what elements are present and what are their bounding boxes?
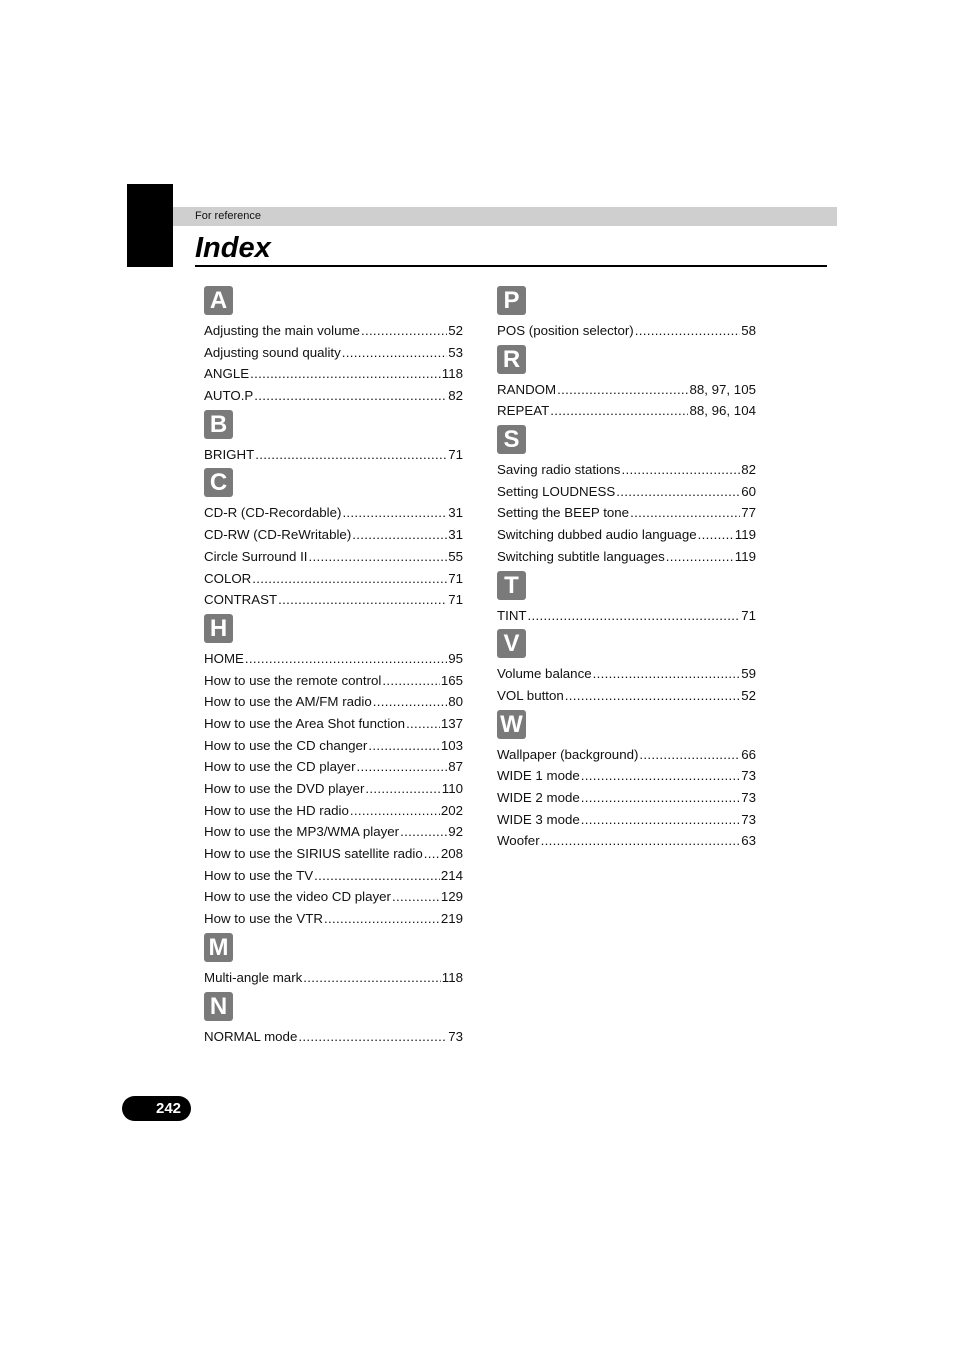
- dot-leader: [406, 713, 440, 735]
- index-entry: [204, 502, 463, 524]
- entry-page-number: 80: [448, 694, 463, 710]
- dot-leader: [252, 568, 447, 590]
- dot-leader: [350, 800, 440, 822]
- entry-label: Saving radio stations: [497, 462, 621, 478]
- dot-leader: [342, 502, 447, 524]
- page-number: 242: [155, 1100, 182, 1117]
- entry-page-number: 92: [448, 824, 463, 840]
- index-entry: [497, 546, 756, 568]
- section-letter-badge: H: [204, 614, 233, 643]
- entry-page-number: 53: [448, 344, 463, 360]
- entry-page-number: 87: [448, 759, 463, 775]
- index-entry: [204, 546, 463, 568]
- section-letter-badge: S: [497, 425, 526, 454]
- dot-leader: [565, 685, 740, 707]
- index-section-p: [497, 286, 756, 342]
- index-entry: [204, 865, 463, 887]
- entry-page-number: 82: [741, 462, 756, 478]
- entry-page-number: 60: [741, 483, 756, 499]
- index-entry-list: [204, 648, 463, 930]
- dot-leader: [368, 735, 439, 757]
- entry-label: BRIGHT: [204, 446, 255, 462]
- entry-label: How to use the HD radio: [204, 802, 349, 818]
- index-entry: [497, 524, 756, 546]
- entry-page-number: 88, 96, 104: [689, 403, 756, 419]
- section-letter-badge: W: [497, 710, 526, 739]
- dot-leader: [342, 342, 447, 364]
- entry-page-number: 202: [440, 802, 463, 818]
- entry-page-number: 71: [448, 570, 463, 586]
- index-entry: [497, 481, 756, 503]
- dot-leader: [666, 546, 734, 568]
- entry-label: How to use the remote control: [204, 672, 382, 688]
- chapter-tab-marker: [127, 184, 173, 267]
- index-entry: [204, 908, 463, 930]
- index-entry: [204, 713, 463, 735]
- section-letter-badge: A: [204, 286, 233, 315]
- entry-label: Circle Surround II: [204, 548, 308, 564]
- index-section-r: [497, 345, 756, 422]
- index-entry: [497, 502, 756, 524]
- index-entry: [204, 967, 463, 989]
- entry-label: Switching dubbed audio language: [497, 527, 697, 543]
- entry-page-number: 31: [448, 527, 463, 543]
- dot-leader: [392, 886, 440, 908]
- entry-page-number: 73: [741, 811, 756, 827]
- index-entry-list: [497, 744, 756, 852]
- dot-leader: [639, 744, 740, 766]
- entry-label: CD-R (CD-Recordable): [204, 505, 342, 521]
- entry-page-number: 165: [440, 672, 463, 688]
- entry-page-number: 137: [440, 715, 463, 731]
- entry-label: POS (position selector): [497, 323, 634, 338]
- entry-page-number: 77: [741, 505, 756, 521]
- index-entry: [497, 809, 756, 831]
- entry-label: Setting LOUDNESS: [497, 483, 616, 499]
- entry-label: Adjusting the main volume: [204, 323, 360, 338]
- index-entry: [204, 363, 463, 385]
- entry-page-number: 52: [741, 687, 756, 703]
- dot-leader: [581, 787, 740, 809]
- dot-leader: [550, 400, 688, 422]
- section-letter-badge: M: [204, 933, 233, 962]
- index-entry: [204, 843, 463, 865]
- dot-leader: [635, 320, 740, 342]
- entry-label: ANGLE: [204, 366, 250, 382]
- dot-leader: [250, 363, 441, 385]
- entry-page-number: 71: [741, 607, 756, 623]
- index-entry: [497, 744, 756, 766]
- entry-label: Woofer: [497, 833, 540, 849]
- index-section-m: [204, 933, 463, 989]
- dot-leader: [630, 502, 740, 524]
- index-entry: [204, 648, 463, 670]
- entry-page-number: 95: [448, 650, 463, 666]
- title-underline: [195, 265, 827, 267]
- dot-leader: [616, 481, 740, 503]
- dot-leader: [365, 778, 440, 800]
- index-entry-list: [204, 502, 463, 610]
- entry-page-number: 31: [448, 505, 463, 521]
- index-entry: [204, 735, 463, 757]
- entry-page-number: 73: [741, 789, 756, 805]
- index-entry: [497, 663, 756, 685]
- section-letter-badge: N: [204, 992, 233, 1021]
- dot-leader: [621, 459, 740, 481]
- entry-label: How to use the SIRIUS satellite radio: [204, 846, 423, 862]
- index-section-n: [204, 992, 463, 1048]
- index-column-right: [497, 286, 756, 852]
- page-title: Index: [195, 232, 271, 264]
- index-entry: [204, 756, 463, 778]
- index-section-s: [497, 425, 756, 567]
- dot-leader: [357, 756, 448, 778]
- index-entry: [497, 459, 756, 481]
- entry-label: Wallpaper (background): [497, 746, 639, 762]
- dot-leader: [308, 546, 447, 568]
- entry-label: REPEAT: [497, 403, 550, 419]
- entry-page-number: 63: [741, 833, 756, 849]
- entry-page-number: 73: [741, 768, 756, 784]
- section-letter-badge: R: [497, 345, 526, 374]
- entry-page-number: 52: [448, 323, 463, 338]
- entry-label: How to use the DVD player: [204, 781, 365, 796]
- index-entry-list: [497, 459, 756, 567]
- index-entry: [204, 444, 463, 466]
- index-entry-list: [204, 967, 463, 989]
- dot-leader: [361, 320, 447, 342]
- index-section-t: [497, 571, 756, 627]
- dot-leader: [303, 967, 441, 989]
- index-entry-list: [204, 320, 463, 407]
- entry-label: How to use the TV: [204, 867, 314, 883]
- entry-label: COLOR: [204, 570, 252, 586]
- entry-label: CD-RW (CD-ReWritable): [204, 527, 352, 543]
- entry-page-number: 119: [734, 548, 756, 564]
- dot-leader: [324, 908, 440, 930]
- dot-leader: [298, 1026, 447, 1048]
- index-entry-list: [497, 320, 756, 342]
- index-entry: [497, 830, 756, 852]
- section-letter-badge: T: [497, 571, 526, 600]
- entry-page-number: 82: [448, 388, 463, 404]
- index-entry-list: [204, 444, 463, 466]
- dot-leader: [255, 444, 447, 466]
- entry-page-number: 110: [441, 781, 463, 796]
- dot-leader: [373, 691, 447, 713]
- entry-page-number: 118: [441, 969, 463, 985]
- index-section-a: [204, 286, 463, 407]
- section-letter-badge: V: [497, 629, 526, 658]
- entry-page-number: 71: [448, 592, 463, 608]
- entry-label: WIDE 3 mode: [497, 811, 580, 827]
- index-column-left: [204, 286, 463, 1047]
- index-entry-list: [497, 663, 756, 706]
- index-entry: [497, 605, 756, 627]
- entry-page-number: 71: [448, 446, 463, 462]
- entry-page-number: 66: [741, 746, 756, 762]
- index-entry: [497, 685, 756, 707]
- entry-label: Volume balance: [497, 666, 592, 682]
- dot-leader: [278, 589, 447, 611]
- dot-leader: [541, 830, 741, 852]
- index-section-h: [204, 614, 463, 930]
- index-entry: [497, 765, 756, 787]
- index-entry: [497, 379, 756, 401]
- index-entry: [204, 691, 463, 713]
- entry-page-number: 129: [440, 889, 463, 905]
- entry-page-number: 59: [741, 666, 756, 682]
- index-entry: [497, 320, 756, 342]
- dot-leader: [698, 524, 734, 546]
- index-entry: [497, 400, 756, 422]
- index-entry: [204, 320, 463, 342]
- section-label: For reference: [195, 210, 262, 222]
- dot-leader: [581, 809, 740, 831]
- index-entry: [204, 778, 463, 800]
- entry-page-number: 73: [448, 1028, 463, 1044]
- index-entry: [204, 1026, 463, 1048]
- index-section-w: [497, 710, 756, 852]
- index-entry: [204, 670, 463, 692]
- entry-page-number: 219: [440, 911, 463, 927]
- dot-leader: [557, 379, 688, 401]
- entry-label: Setting the BEEP tone: [497, 505, 630, 521]
- entry-label: VOL button: [497, 687, 564, 703]
- index-entry-list: [204, 1026, 463, 1048]
- entry-label: How to use the CD changer: [204, 737, 368, 753]
- entry-label: TINT: [497, 607, 527, 623]
- section-header-bar: [173, 207, 837, 226]
- index-entry: [204, 800, 463, 822]
- entry-page-number: 58: [741, 323, 756, 338]
- index-entry: [497, 787, 756, 809]
- index-entry: [204, 342, 463, 364]
- entry-label: WIDE 1 mode: [497, 768, 580, 784]
- entry-page-number: 118: [441, 366, 463, 382]
- index-entry: [204, 886, 463, 908]
- dot-leader: [528, 605, 741, 627]
- index-entry: [204, 589, 463, 611]
- index-section-c: [204, 468, 463, 610]
- entry-label: How to use the video CD player: [204, 889, 391, 905]
- entry-label: How to use the CD player: [204, 759, 356, 775]
- entry-page-number: 119: [734, 527, 756, 543]
- entry-page-number: 214: [440, 867, 463, 883]
- dot-leader: [314, 865, 440, 887]
- dot-leader: [352, 524, 447, 546]
- entry-label: Multi-angle mark: [204, 969, 303, 985]
- entry-label: Switching subtitle languages: [497, 548, 665, 564]
- entry-page-number: 103: [440, 737, 463, 753]
- index-entry: [204, 821, 463, 843]
- dot-leader: [400, 821, 447, 843]
- dot-leader: [424, 843, 440, 865]
- entry-label: RANDOM: [497, 381, 557, 397]
- index-section-v: [497, 629, 756, 706]
- index-entry-list: [497, 605, 756, 627]
- entry-label: How to use the MP3/WMA player: [204, 824, 400, 840]
- dot-leader: [581, 765, 740, 787]
- index-section-b: [204, 410, 463, 466]
- dot-leader: [593, 663, 741, 685]
- entry-label: WIDE 2 mode: [497, 789, 580, 805]
- entry-label: How to use the VTR: [204, 911, 323, 927]
- entry-label: How to use the Area Shot function: [204, 715, 406, 731]
- entry-label: How to use the AM/FM radio: [204, 694, 372, 710]
- entry-label: HOME: [204, 650, 244, 666]
- entry-label: Adjusting sound quality: [204, 344, 341, 360]
- entry-label: CONTRAST: [204, 592, 278, 608]
- index-entry: [204, 385, 463, 407]
- index-entry: [204, 568, 463, 590]
- index-entry: [204, 524, 463, 546]
- section-letter-badge: P: [497, 286, 526, 315]
- entry-label: AUTO.P: [204, 388, 254, 404]
- dot-leader: [245, 648, 447, 670]
- index-entry-list: [497, 379, 756, 422]
- entry-page-number: 55: [448, 548, 463, 564]
- dot-leader: [382, 670, 439, 692]
- section-letter-badge: B: [204, 410, 233, 439]
- entry-page-number: 88, 97, 105: [689, 381, 756, 397]
- dot-leader: [254, 385, 447, 407]
- section-letter-badge: C: [204, 468, 233, 497]
- entry-label: NORMAL mode: [204, 1028, 298, 1044]
- entry-page-number: 208: [440, 846, 463, 862]
